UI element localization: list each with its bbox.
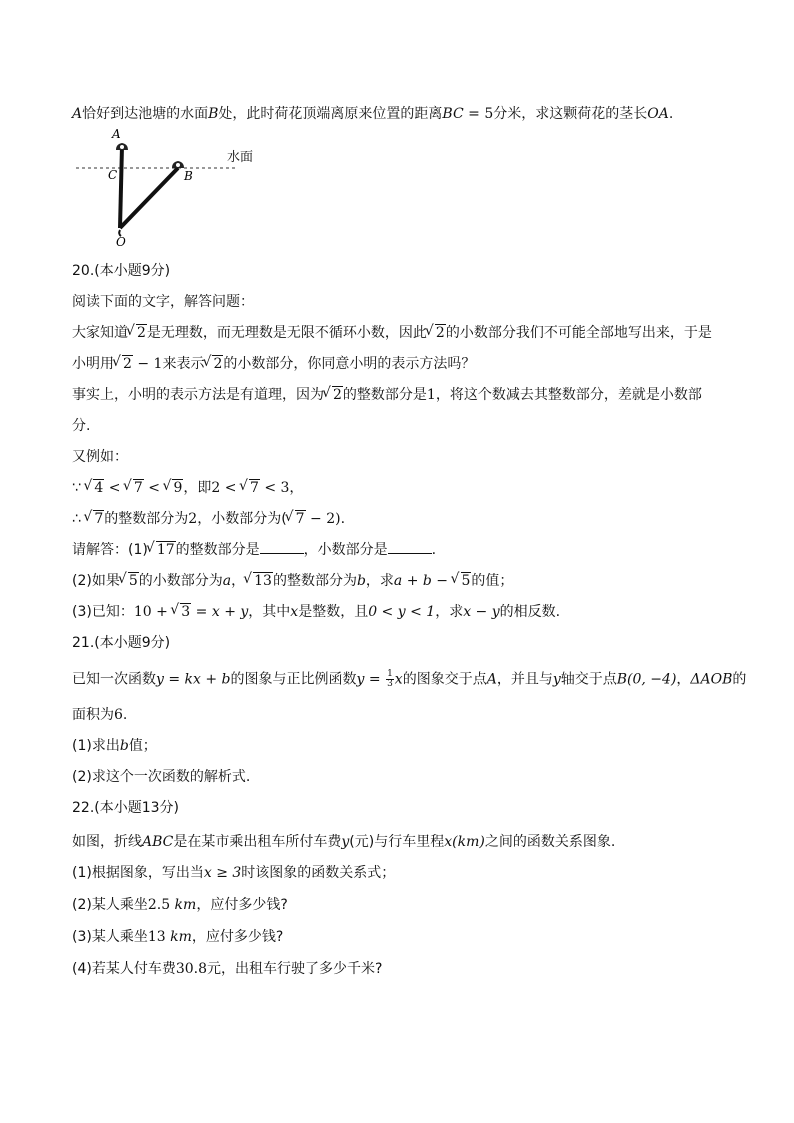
- q20-header: 20.(本小题9分): [72, 263, 171, 279]
- q22-s2: (2)某人乘坐2.5 km，应付多少钱?: [72, 897, 288, 913]
- q21-header: 21.(本小题9分): [72, 635, 171, 651]
- q20-p5: 又例如：: [72, 449, 128, 465]
- q20-p4: 分.: [72, 418, 91, 434]
- answer-blank-integer[interactable]: [260, 541, 304, 554]
- q20-a3: (3)已知：10 + √ 3 = x + y，其中x是整数，且0 < y < 1，求x − y的相反数.: [72, 603, 560, 621]
- q20-p1: 大家知道√ 2是无理数，而无理数是无限不循环小数，因此√ 2的小数部分我们不可能全部地写出来，于是: [72, 324, 712, 342]
- q20-a1: 请解答：(1)√ 17的整数部分是 ，小数部分是 .: [72, 541, 436, 559]
- label-O: O: [116, 235, 126, 248]
- q20-p7: ∴ √ 7的整数部分为2，小数部分为(√ 7 − 2).: [72, 510, 345, 528]
- q21-l2: 面积为6.: [72, 707, 128, 723]
- q22-s4: (4)若某人付车费30.8元，出租车行驶了多少千米?: [72, 961, 383, 977]
- q22-l1: 如图，折线ABC是在某市乘出租车所付车费y(元)与行车里程x(km)之间的函数关系图象.: [72, 834, 616, 850]
- q21-l1: 已知一次函数y = kx + b的图象与正比例函数y = $\frac{1}{3}$ x的图象交于点A，并且与y轴交于点B(0, −4)，ΔAOB的: [72, 669, 747, 689]
- stem-OB: [120, 168, 178, 228]
- label-B: B: [184, 169, 193, 183]
- q22-s1: (1)根据图象，写出当x ≥ 3时该图象的函数关系式；: [72, 865, 396, 881]
- stem-OA: [120, 146, 122, 228]
- label-water: 水面: [227, 150, 254, 165]
- lotus-flower-B-icon: [172, 161, 184, 168]
- q19-text-line: A恰好到达池塘的水面B处，此时荷花顶端离原来位置的距离BC = 5分米，求这颗荷花的茎长OA.: [72, 106, 674, 122]
- answer-blank-decimal[interactable]: [388, 541, 432, 554]
- q20-a2: (2)如果√ 5的小数部分为a，√ 13的整数部分为b，求a + b − √ 5的值；: [72, 572, 513, 590]
- q21-s2: (2)求这个一次函数的解析式.: [72, 769, 251, 785]
- q20-intro: 阅读下面的文字，解答问题：: [72, 294, 254, 310]
- q20-p6: ∵ √ 4 < √ 7 < √ 9，即2 < √ 7 < 3，: [72, 479, 303, 497]
- q20-p3: 事实上，小明的表示方法是有道理，因为√ 2的整数部分是1，将这个数减去其整数部分，差就是小数部: [72, 386, 702, 404]
- label-C: C: [108, 168, 118, 182]
- lotus-flower-A-icon: [116, 143, 128, 150]
- q22-s3: (3)某人乘坐13 km，应付多少钱?: [72, 929, 284, 945]
- q21-s1: (1)求出b值；: [72, 738, 157, 754]
- q22-header: 22.(本小题13分): [72, 800, 180, 816]
- label-A: A: [112, 128, 121, 141]
- q20-p2: 小明用√ 2 − 1来表示√ 2的小数部分，你同意小明的表示方法吗？: [72, 355, 475, 373]
- lotus-pond-figure: [72, 128, 272, 248]
